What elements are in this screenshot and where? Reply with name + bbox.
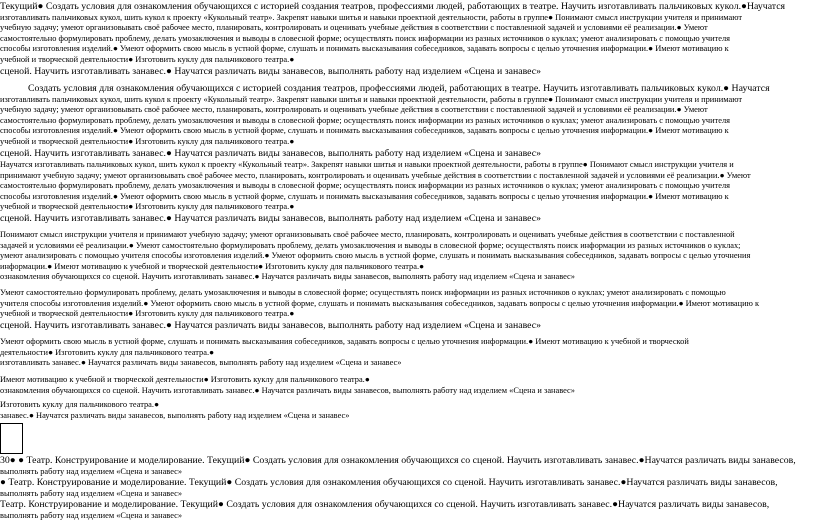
paragraph-line: способы изготовления изделий.● Умеют оформить свою мысль в устной форме, слушать и понимать высказывания собеседников, задавать вопросы с целью уточнения информации.● Имеют мотивацию к [0,191,729,201]
checkbox[interactable] [0,423,23,454]
paragraph-line: ознакомления обучающихся со сценой. Научить изготавливать занавес.● Научатся различать виды занавесов, выполнять работу над изделием «Сцена и занавес» [0,272,575,282]
paragraph-line: Имеют мотивацию к учебной и творческой деятельности● Изготовить куклу для пальчикового театра.● [0,375,370,384]
paragraph-line: изготавливать пальчиковых кукол, шить кукол к проекту «Кукольный театр». Закрепят навыки шитья и навыки проектной деятельности, работы в группе● Понимают смысл инструкции учителя и принимают [0,12,743,22]
paragraph-line: выполнять работу над изделием «Сцена и занавес» [0,510,183,520]
paragraph-8 [0,400,812,421]
paragraph-6 [0,337,812,369]
paragraph-line: Умеют самостоятельно формулировать проблему, делать умозаключения и выводы в словесной форме; осуществлять поиск информации из разных источников о куклах; умеют анализировать с помощью [0,288,726,297]
paragraph-line: учителя способы изготовления изделий.● Умеют оформить свою мысль в устной форме, слушать и понимать высказывания собеседников, задавать вопросы с целью уточнения информации.● Имеют мотивацию к [0,298,760,308]
paragraph-line: Понимают смысл инструкции учителя и принимают учебную задачу; умеют организовывать своё рабочее место, планировать, контролировать и оценивать учебные действия в соответствии с поставленной [0,230,735,239]
paragraph-line: учебной и творческой деятельности● Изготовить куклу для пальчикового театра.● [0,202,295,212]
paragraph-5 [0,288,812,331]
paragraph-line: умеют анализировать с помощью учителя способы изготовления изделий.● Умеют оформить свою мысль в устной форме, слушать и понимать высказывания собеседников, задавать вопросы с целью уточнения [0,251,751,261]
paragraph-line: учебной и творческой деятельности● Изготовить куклу для пальчикового театра.● [0,309,295,319]
paragraph-line: сценой. Научить изготавливать занавес.● Научатся различать виды занавесов, выполнять работу над изделием «Сцена и занавес» [0,147,541,159]
paragraph-line: выполнять работу над изделием «Сцена и занавес» [0,466,183,476]
paragraph-line: сценой. Научить изготавливать занавес.● Научатся различать виды занавесов, выполнять работу над изделием «Сцена и занавес» [0,65,541,77]
paragraph-line: выполнять работу над изделием «Сцена и занавес» [0,488,183,498]
paragraph-line: Умеют оформить свою мысль в устной форме, слушать и понимать высказывания собеседников, задавать вопросы с целью уточнения информации.● Имеют мотивацию к учебной и творческой [0,337,689,346]
paragraph-line: способы изготовления изделий.● Умеют оформить свою мысль в устной форме, слушать и понимать высказывания собеседников, задавать вопросы с целью уточнения информации.● Имеют мотивацию к [0,44,729,54]
paragraph-line: Театр. Конструирование и моделирование. Текущий● Создать условия для ознакомления обучающихся со сценой. Научить изготавливать занавес.●Научатся различать виды занавесов, [0,499,770,511]
paragraph-line: сценой. Научить изготавливать занавес.● Научатся различать виды занавесов, выполнять работу над изделием «Сцена и занавес» [0,212,541,224]
paragraph-line: Создать условия для ознакомления обучающихся с историей создания театров, профессиями людей, работающих в театре. Научить изготавливать пальчиковых кукол.● Научатся [28,83,770,94]
paragraph-3 [0,160,812,225]
paragraph-1 [0,1,812,77]
paragraph-line: Научатся изготавливать пальчиковых кукол, шить кукол к проекту «Кукольный театр». Закрепят навыки шитья и навыки проектной деятельности, работы в группе● Понимают смысл инструкции учителя и [0,160,734,169]
paragraph-line: занавес.● Научатся различать виды занавесов, выполнять работу над изделием «Сцена и занавес» [0,410,350,420]
paragraph-line: учебной и творческой деятельности● Изготовить куклу для пальчикового театра.● [0,54,295,64]
paragraph-line: Изготовить куклу для пальчикового театра.● [0,400,160,409]
paragraph-line: учебной и творческой деятельности● Изготовить куклу для пальчикового театра.● [0,136,295,146]
paragraph-line: ● Театр. Конструирование и моделирование. Текущий● Создать условия для ознакомления обучающихся со сценой. Научить изготавливать занавес.●Научатся различать виды занавесов, [0,477,778,489]
paragraph-line: Текущий● Создать условия для ознакомления обучающихся с историей создания театров, профессиями людей, работающих в театре. Научить изготавливать пальчиковых кукол.●Научатся [0,1,786,12]
paragraph-line: ознакомления обучающихся со сценой. Научить изготавливать занавес.● Научатся различать виды занавесов, выполнять работу над изделием «Сцена и занавес» [0,385,575,395]
paragraph-line: задачей и условиями её реализации.● Умеют самостоятельно формулировать проблему, делать умозаключения и выводы в словесной форме; осуществлять поиск информации из разных источников о куклах; [0,240,741,250]
paragraph-line: самостоятельно формулировать проблему, делать умозаключения и выводы в словесной форме; осуществлять поиск информации из разных источников о куклах; умеют анализировать с помощью учителя [0,181,731,191]
paragraph-line: деятельности● Изготовить куклу для пальчикового театра.● [0,347,215,357]
paragraph-4 [0,230,812,283]
paragraph-9 [0,455,812,522]
paragraph-line: самостоятельно формулировать проблему, делать умозаключения и выводы в словесной форме; осуществлять поиск информации из разных источников о куклах; умеют анализировать с помощью учителя [0,115,731,125]
paragraph-2 [0,83,812,159]
paragraph-line: учебную задачу; умеют организовывать своё рабочее место, планировать, контролировать и оценивать учебные действия в соответствии с поставленной задачей и условиями её реализации.● Умеют [0,105,708,115]
paragraph-line: 30● ● Театр. Конструирование и моделирование. Текущий● Создать условия для ознакомления обучающихся со сценой. Научить изготавливать занавес.●Научатся различать виды занавесов, [0,455,796,466]
paragraph-line: учебную задачу; умеют организовывать своё рабочее место, планировать, контролировать и оценивать учебные действия в соответствии с поставленной задачей и условиями её реализации.● Умеют [0,23,708,33]
paragraph-line: способы изготовления изделий.● Умеют оформить свою мысль в устной форме, слушать и понимать высказывания собеседников, задавать вопросы с целью уточнения информации.● Имеют мотивацию к [0,126,729,136]
paragraph-line: изготавливать пальчиковых кукол, шить кукол к проекту «Кукольный театр». Закрепят навыки шитья и навыки проектной деятельности, работы в группе● Понимают смысл инструкции учителя и принимают [0,94,743,104]
paragraph-line: принимают учебную задачу; умеют организовывать своё рабочее место, планировать, контролировать и оценивать учебные действия в соответствии с поставленной задачей и условиями её реализации.● Умеют [0,170,751,180]
paragraph-line: информации.● Имеют мотивацию к учебной и творческой деятельности● Изготовить куклу для пальчикового театра.● [0,261,425,271]
paragraph-line: самостоятельно формулировать проблему, делать умозаключения и выводы в словесной форме; осуществлять поиск информации из разных источников о куклах; умеют анализировать с помощью учителя [0,33,731,43]
paragraph-7 [0,375,812,396]
paragraph-line: изготавливать занавес.● Научатся различать виды занавесов, выполнять работу над изделием «Сцена и занавес» [0,358,402,368]
paragraph-line: сценой. Научить изготавливать занавес.● Научатся различать виды занавесов, выполнять работу над изделием «Сцена и занавес» [0,319,541,331]
